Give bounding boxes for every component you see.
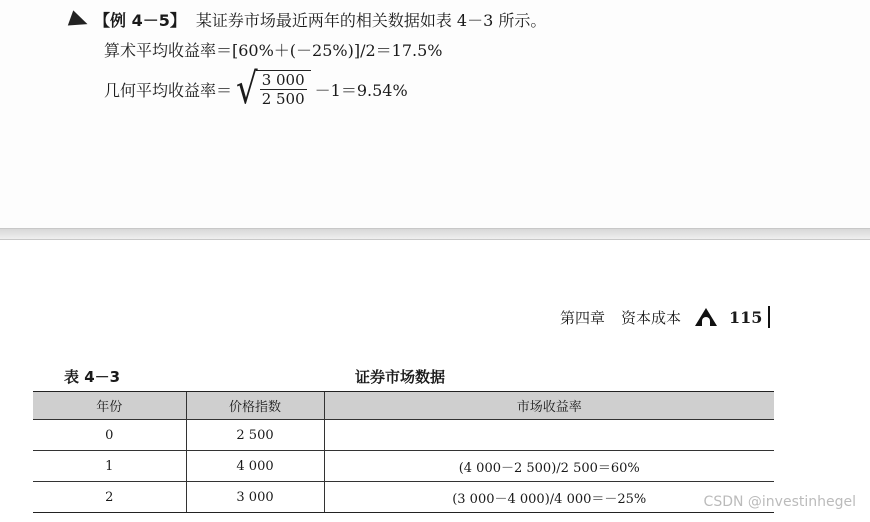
column-header-market-return: 市场收益率 [324, 392, 774, 420]
triangle-marker-icon [68, 10, 90, 31]
fraction-denominator: 2 500 [261, 90, 305, 108]
page-number-bar [768, 306, 770, 328]
square-root [236, 64, 311, 114]
arithmetic-mean-formula: 算术平均收益率＝[60%＋(－25%)]/2＝17.5% [104, 41, 443, 60]
table-title: 证券市场数据 [355, 368, 446, 386]
geometric-mean-lhs: 几何平均收益率＝ [104, 80, 233, 100]
cell-price-index: 2 500 [186, 420, 324, 451]
cell-market-return [324, 420, 774, 451]
table-row [33, 420, 774, 451]
upper-page-fragment [0, 0, 870, 228]
section-title: 资本成本 [621, 308, 682, 327]
column-header-price-index: 价格指数 [186, 392, 324, 420]
cell-year: 0 [33, 420, 186, 451]
cell-price-index: 3 000 [186, 482, 324, 513]
table-row [33, 482, 774, 513]
page-number: 115 [729, 307, 763, 327]
market-data-table [33, 391, 774, 513]
watermark-text: CSDN @investinhegel [703, 494, 856, 510]
example-text: 某证券市场最近两年的相关数据如表 4－3 所示。 [195, 11, 547, 30]
page-divider [0, 228, 870, 240]
page-header [560, 306, 770, 328]
geometric-mean-rhs: －1＝9.54% [314, 80, 408, 100]
table-label: 表 4－3 [64, 368, 121, 386]
example-line [70, 8, 546, 31]
publisher-logo-icon [695, 308, 717, 326]
cell-price-index: 4 000 [186, 451, 324, 482]
cell-market-return: (4 000－2 500)/2 500＝60% [324, 451, 774, 482]
fraction [256, 70, 311, 108]
cell-year: 2 [33, 482, 186, 513]
sqrt-icon: √ [236, 64, 258, 114]
table-header-row [33, 392, 774, 420]
cell-market-return: (3 000－4 000)/4 000＝－25% [324, 482, 774, 513]
cell-year: 1 [33, 451, 186, 482]
chapter-title: 第四章 [560, 308, 606, 327]
column-header-year: 年份 [33, 392, 186, 420]
fraction-numerator: 3 000 [261, 71, 305, 89]
example-label: 【例 4－5】 [94, 11, 186, 30]
table-row [33, 451, 774, 482]
geometric-mean-formula [104, 64, 408, 114]
